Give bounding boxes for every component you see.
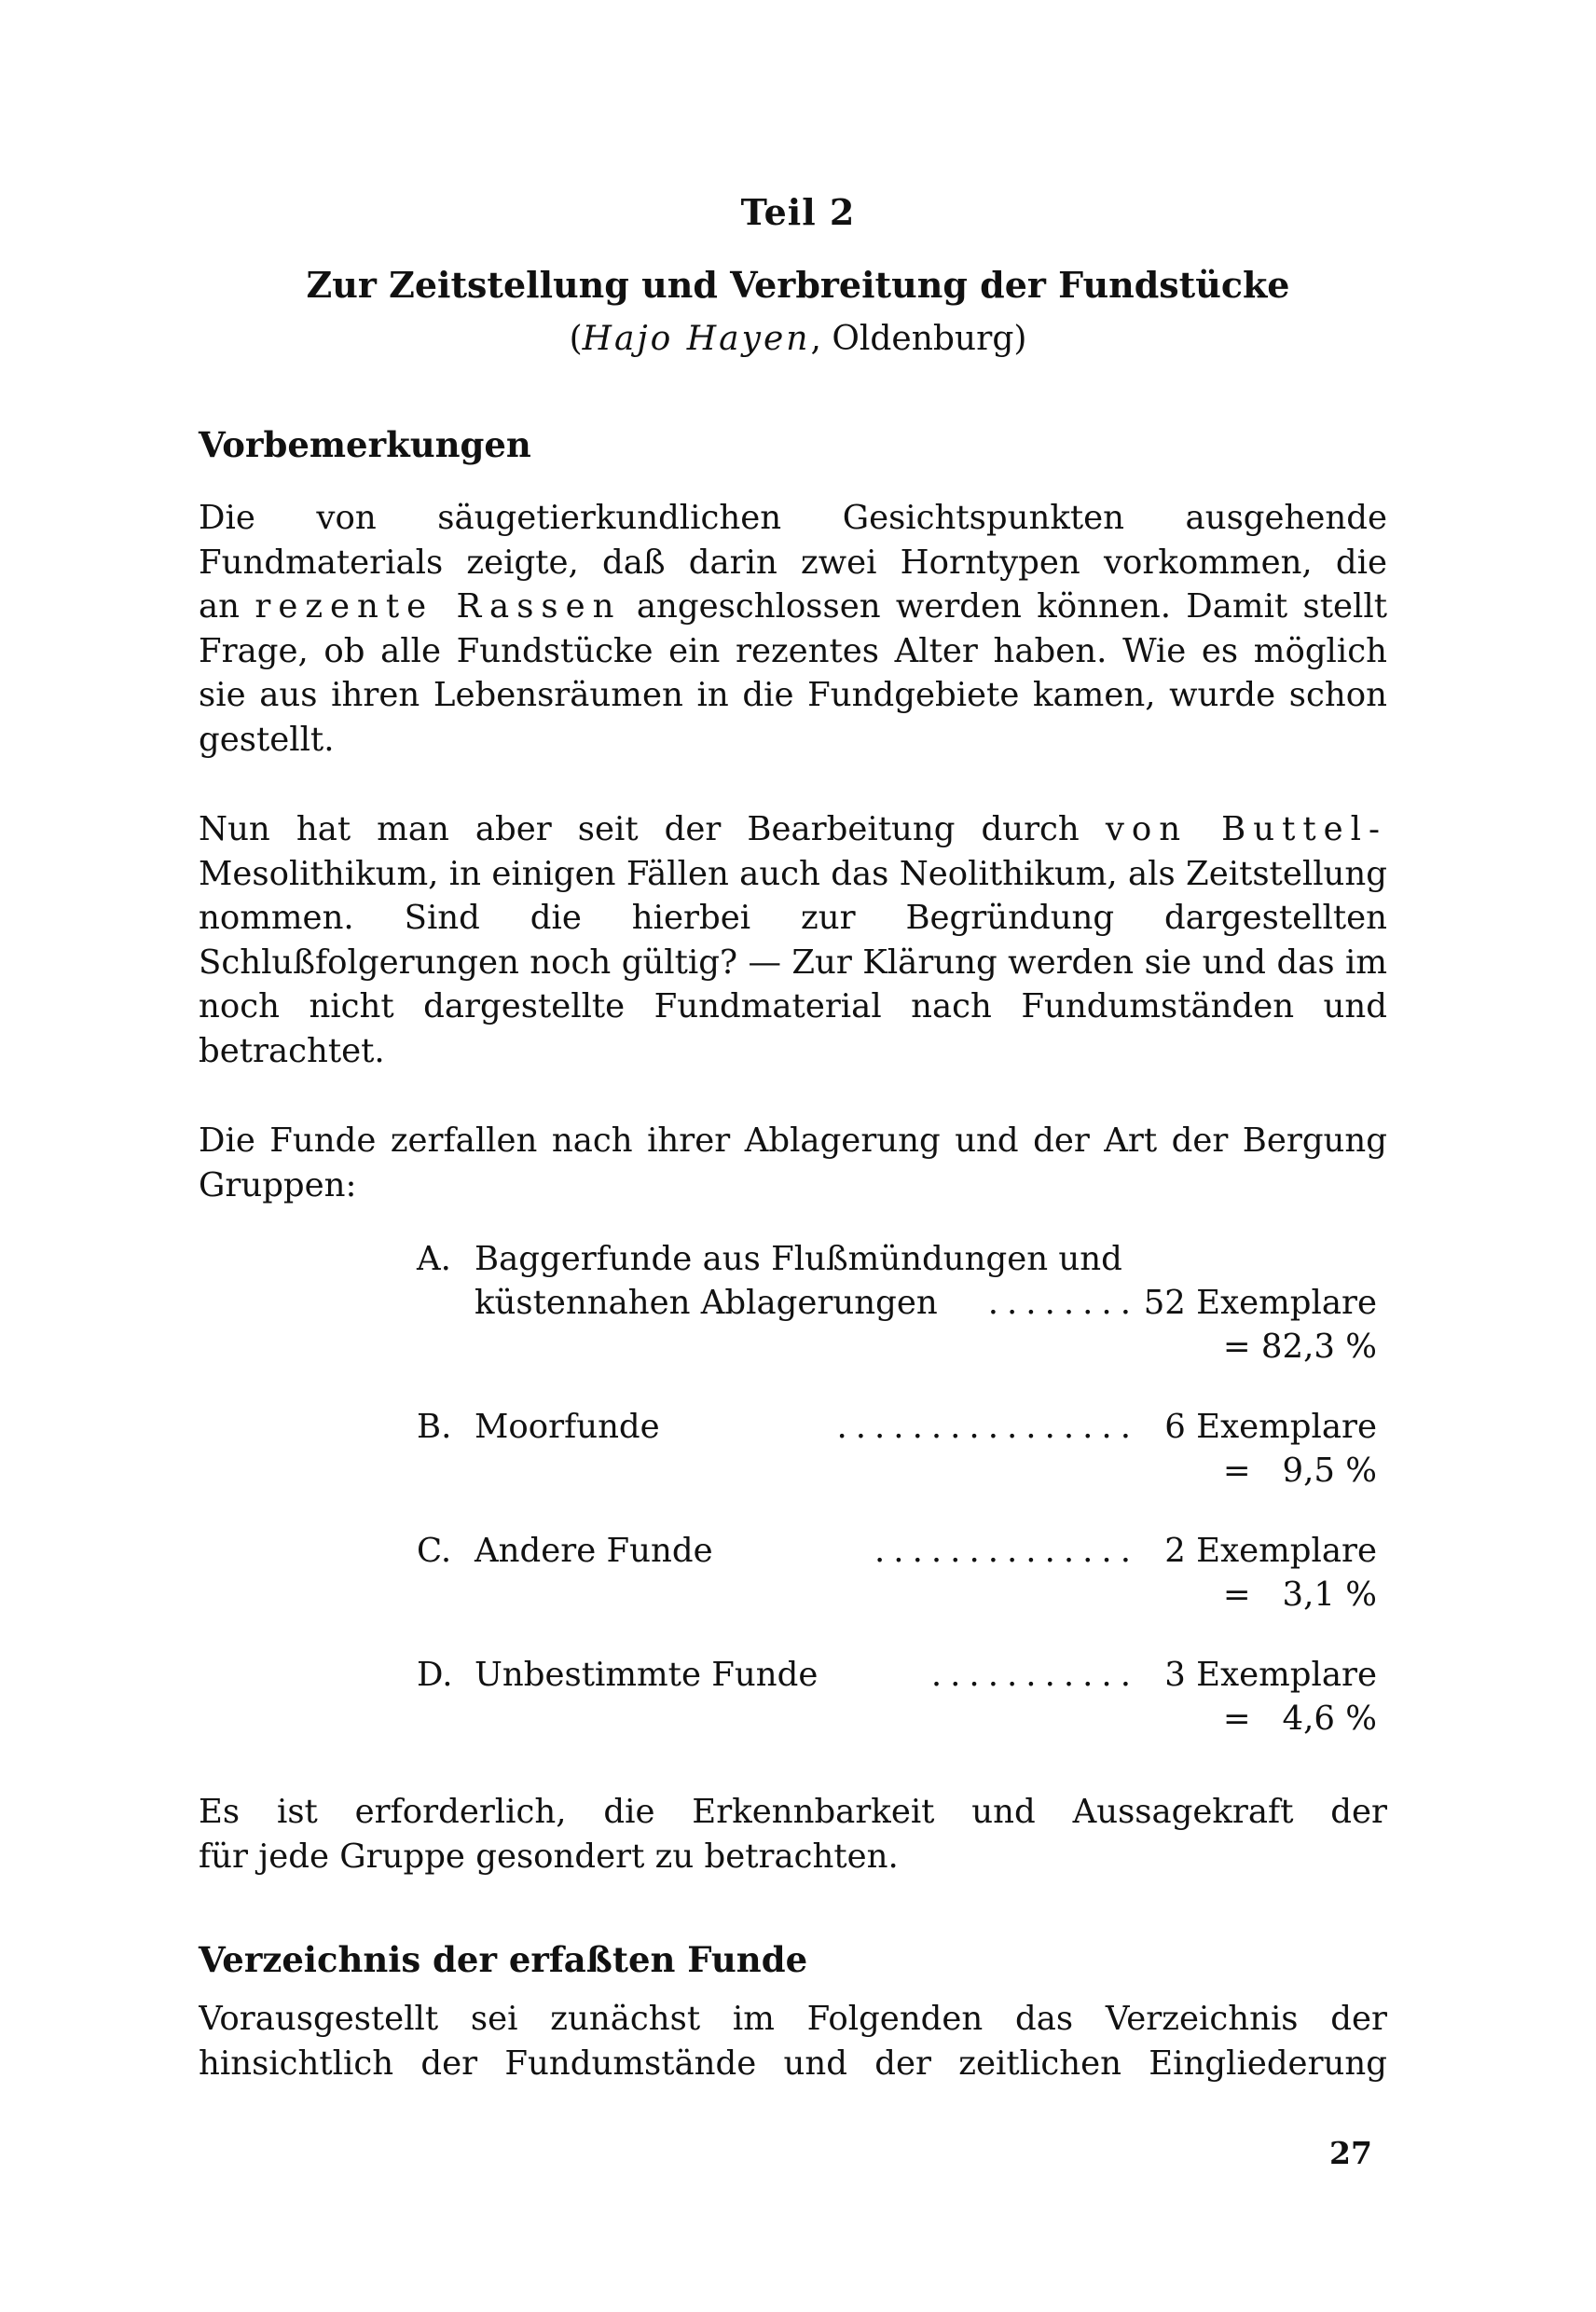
group-letter: A.	[417, 1240, 451, 1278]
text-line: betrachtet.	[199, 1031, 385, 1070]
group-count: 2 Exemplare	[1164, 1532, 1377, 1570]
section-heading-verzeichnis: Verzeichnis der erfaßten Funde	[199, 1939, 808, 1980]
author-open-paren: (	[569, 320, 583, 358]
text-line: Es ist erforderlich, die Erkennbarkeit und Aussagekraft der	[199, 1793, 1387, 1831]
text-fragment: Nun hat man aber seit der Bearbeitung durch	[199, 810, 1106, 848]
group-letter: D.	[417, 1656, 453, 1694]
leader-dots: ................	[836, 1408, 1139, 1446]
spaced-emphasis: rezente Rassen	[255, 587, 622, 626]
spaced-emphasis: von Buttel-	[1105, 810, 1387, 848]
group-row	[417, 1284, 1377, 1328]
page-number: 27	[1329, 2135, 1372, 2171]
group-row	[417, 1408, 1377, 1452]
text-fragment: an	[199, 587, 255, 626]
group-percentage: = 82,3 %	[1222, 1328, 1377, 1366]
text-line: Fundmaterials zeigte, daß darin zwei Horntypen vorkommen, die	[199, 543, 1387, 582]
text-line: hinsichtlich der Fundumstände und der zeitlichen Eingliederung	[199, 2044, 1387, 2083]
text-line: Schlußfolgerungen noch gültig? — Zur Klärung werden sie und das im	[199, 943, 1387, 982]
text-line: noch nicht dargestellte Fundmaterial nach Fundumständen und	[199, 987, 1387, 1025]
group-letter: B.	[417, 1408, 452, 1446]
paragraph-verzeichnis	[199, 1997, 1387, 2085]
paragraph-buttel-reepen	[199, 807, 1387, 1073]
text-fragment: angeschlossen werden können. Damit stellt	[636, 587, 1387, 626]
group-item-c	[417, 1532, 1377, 1619]
text-line: Gruppen:	[199, 1165, 357, 1204]
chapter-title: Zur Zeitstellung und Verbreitung der Fundstücke	[306, 264, 1290, 306]
paragraph-groups-intro	[199, 1119, 1387, 1207]
group-row	[417, 1532, 1377, 1576]
group-count: 52 Exemplare	[1143, 1284, 1377, 1322]
paragraph-conclusion	[199, 1790, 1387, 1878]
group-row	[417, 1240, 1377, 1284]
author-location: , Oldenburg)	[810, 320, 1027, 358]
group-letter: C.	[417, 1532, 452, 1570]
leader-dots: ..............	[874, 1532, 1139, 1570]
leader-dots: ...........	[930, 1656, 1139, 1694]
group-row	[417, 1656, 1377, 1700]
group-label: Unbestimmte Funde	[475, 1656, 819, 1694]
text-line: für jede Gruppe gesondert zu betrachten.	[199, 1837, 899, 1876]
paragraph-intro	[199, 496, 1387, 762]
group-row	[417, 1328, 1377, 1371]
text-line: Die von säugetierkundlichen Gesichtspunkten ausgehende	[199, 499, 1387, 537]
section-heading-vorbemerkungen: Vorbemerkungen	[199, 424, 531, 465]
group-item-b	[417, 1408, 1377, 1495]
text-line: Mesolithikum, in einigen Fällen auch das Neolithikum, als Zeitstellung	[199, 854, 1387, 893]
group-row	[417, 1700, 1377, 1743]
group-label: küstennahen Ablagerungen	[475, 1284, 938, 1322]
text-line: Vorausgestellt sei zunächst im Folgenden das Verzeichnis der	[199, 2000, 1387, 2038]
group-label: Andere Funde	[475, 1532, 713, 1570]
group-item-a	[417, 1240, 1377, 1371]
group-count: 6 Exemplare	[1164, 1408, 1377, 1446]
leader-dots: ........	[987, 1284, 1139, 1322]
text-line: sie aus ihren Lebensräumen in die Fundgebiete kamen, wurde schon	[199, 676, 1387, 714]
text-line: nommen. Sind die hierbei zur Begründung dargestellten	[199, 899, 1387, 937]
text-line	[199, 585, 1387, 629]
group-item-d	[417, 1656, 1377, 1743]
group-text: Baggerfunde aus Flußmündungen und	[475, 1240, 1122, 1278]
group-row	[417, 1576, 1377, 1619]
author-name: Hajo Hayen	[582, 320, 811, 358]
text-line	[199, 807, 1387, 852]
group-label: Moorfunde	[475, 1408, 660, 1446]
text-line: Frage, ob alle Fundstücke ein rezentes Alter haben. Wie es möglich	[199, 631, 1387, 670]
part-title: Teil 2	[740, 191, 856, 233]
text-line: Die Funde zerfallen nach ihrer Ablagerung und der Art der Bergung	[199, 1122, 1387, 1160]
text-line: gestellt.	[199, 720, 335, 759]
group-row	[417, 1452, 1377, 1495]
group-percentage: = 9,5 %	[1222, 1452, 1377, 1490]
group-percentage: = 4,6 %	[1222, 1700, 1377, 1738]
author-line	[0, 320, 1596, 358]
group-percentage: = 3,1 %	[1222, 1576, 1377, 1614]
group-count: 3 Exemplare	[1164, 1656, 1377, 1694]
